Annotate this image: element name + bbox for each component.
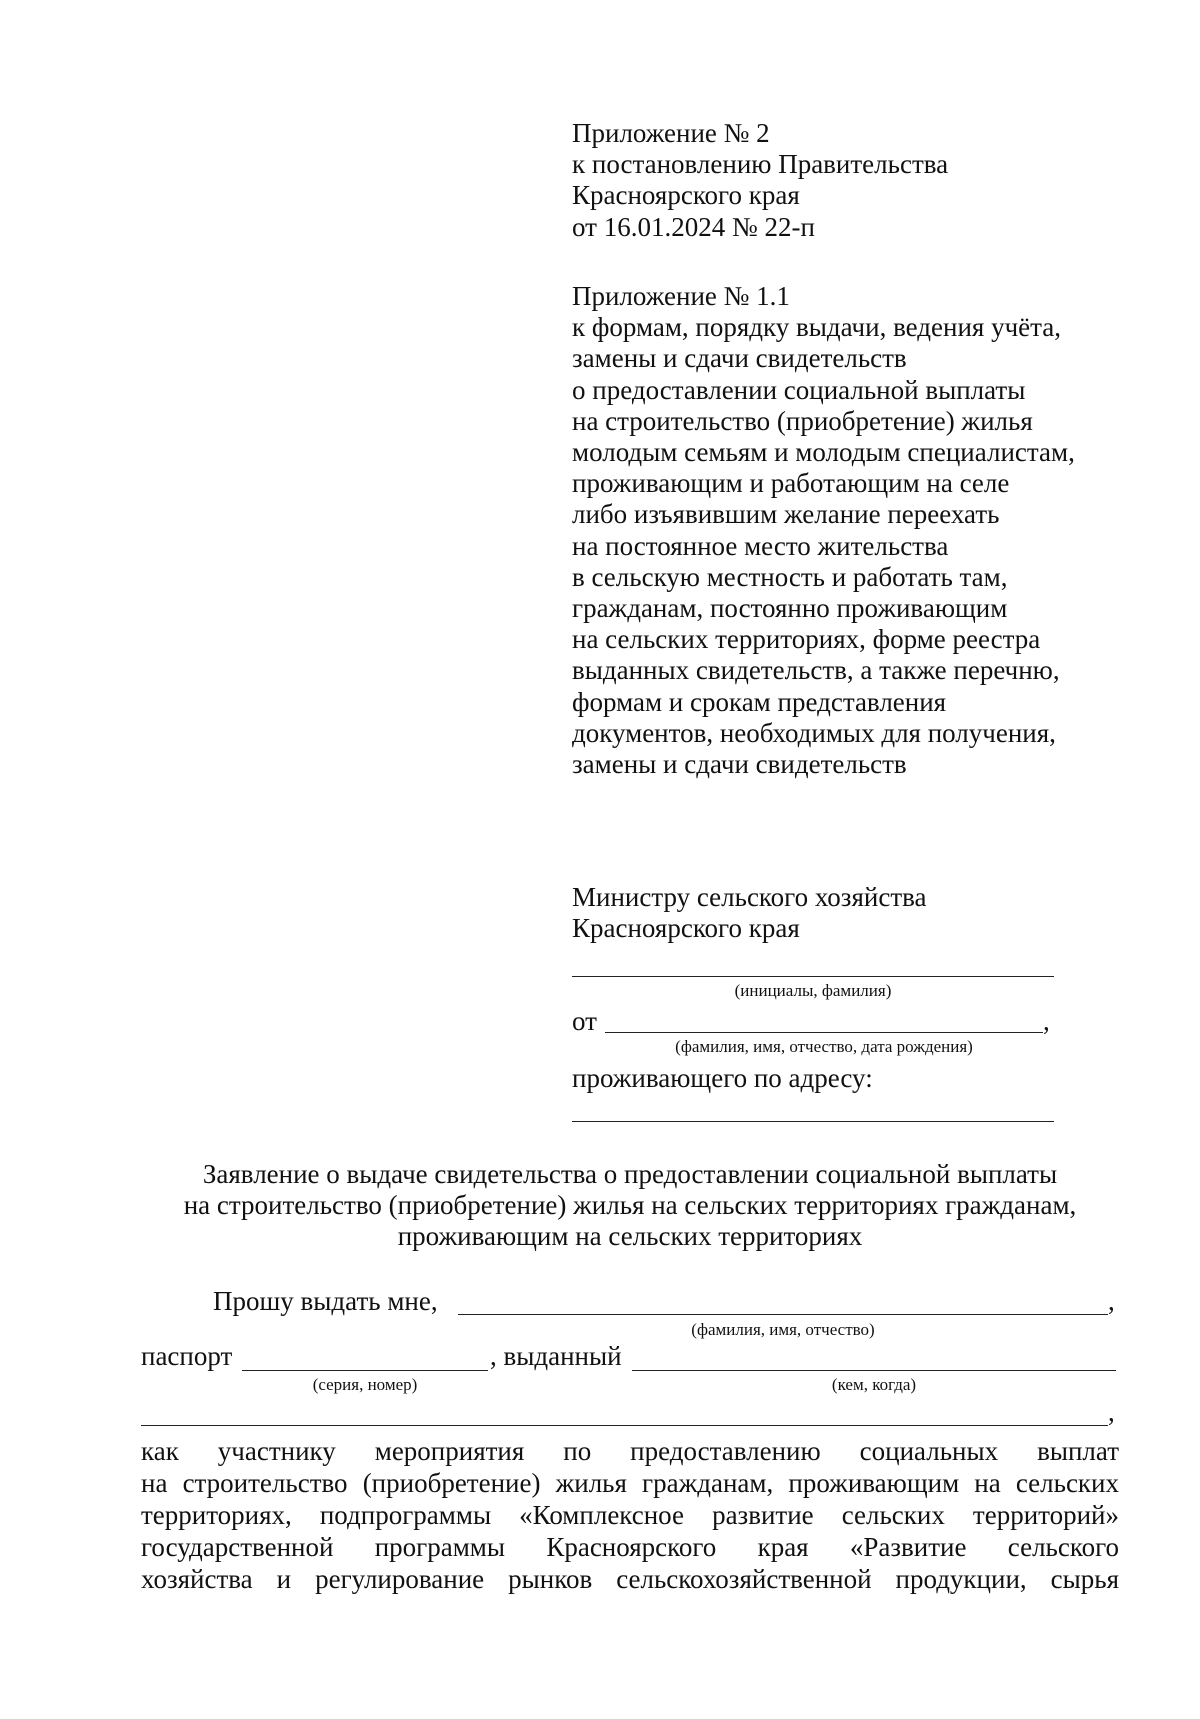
- passport-number-line[interactable]: [242, 1370, 488, 1371]
- body-line: территориях, подпрограммы «Комплексное развитие сельских территорий»: [141, 1500, 1119, 1530]
- addressee-line: Красноярского края: [572, 913, 800, 944]
- title-line: на строительство (приобретение) жилья на сельских территориях гражданам,: [183, 1190, 1077, 1220]
- comma: ,: [1108, 1286, 1115, 1316]
- from-label: от: [572, 1006, 597, 1036]
- applicant-caption: (фамилия, имя, отчество, дата рождения): [675, 1037, 973, 1056]
- statement-body: [141, 1435, 1119, 1595]
- appendix-1-1-header: [572, 281, 1075, 780]
- comma: ,: [1108, 1397, 1115, 1427]
- appendix-line: либо изъявившим желание переехать: [572, 499, 1000, 530]
- appendix-line: на сельских территориях, форме реестра: [572, 624, 1041, 655]
- appendix-line: формам и срокам представления: [572, 686, 947, 717]
- request-label: Прошу выдать мне,: [213, 1286, 438, 1316]
- appendix-line: на постоянное место жительства: [572, 530, 949, 561]
- appendix-line: выданных свидетельств, а также перечню,: [572, 655, 1060, 686]
- addressee-line: Министру сельского хозяйства: [572, 882, 927, 912]
- appendix-line: к постановлению Правительства: [572, 149, 949, 180]
- appendix-line: проживающим и работающим на селе: [572, 468, 1010, 499]
- title-line: проживающим на сельских территориях: [397, 1221, 863, 1251]
- body-line: государственной программы Красноярского края «Развитие сельского: [141, 1532, 1119, 1562]
- appendix-line: на строительство (приобретение) жилья: [572, 405, 1033, 436]
- passport-label: паспорт: [141, 1341, 233, 1371]
- document-title: [100, 1159, 1160, 1252]
- applicant-name-line[interactable]: [605, 1032, 1043, 1033]
- appendix-2-header: [572, 118, 948, 243]
- appendix-line: Приложение № 2: [572, 118, 770, 148]
- fio-caption: (фамилия, имя, отчество): [691, 1320, 875, 1339]
- series-caption: (серия, номер): [312, 1375, 418, 1394]
- appendix-line: о предоставлении социальной выплаты: [572, 374, 1026, 405]
- appendix-line: от 16.01.2024 № 22-п: [572, 211, 815, 242]
- address-label: проживающего по адресу:: [572, 1063, 873, 1093]
- issuer-line[interactable]: [632, 1370, 1116, 1371]
- fio-line[interactable]: [458, 1314, 1108, 1315]
- appendix-line: в сельскую местность и работать там,: [572, 561, 1008, 592]
- initials-caption: (инициалы, фамилия): [734, 981, 892, 1000]
- body-line: хозяйства и регулирование рынков сельскохозяйственной продукции, сырья: [141, 1564, 1119, 1594]
- body-line: на строительство (приобретение) жилья гражданам, проживающим на сельских: [141, 1468, 1119, 1498]
- minister-name-line[interactable]: [572, 976, 1054, 977]
- title-line: Заявление о выдаче свидетельства о предоставлении социальной выплаты: [202, 1159, 1058, 1189]
- appendix-line: гражданам, постоянно проживающим: [572, 593, 1008, 624]
- issuer-caption: (кем, когда): [831, 1375, 917, 1394]
- appendix-line: к формам, порядку выдачи, ведения учёта,: [572, 312, 1062, 343]
- appendix-line: Приложение № 1.1: [572, 281, 790, 311]
- appendix-line: молодым семьям и молодым специалистам,: [572, 437, 1075, 468]
- appendix-line: Красноярского края: [572, 180, 800, 211]
- address-line[interactable]: [572, 1121, 1054, 1122]
- appendix-line: замены и сдачи свидетельств: [572, 343, 907, 374]
- appendix-line: замены и сдачи свидетельств: [572, 749, 907, 780]
- comma: ,: [1043, 1006, 1050, 1036]
- body-line: как участнику мероприятия по предоставлению социальных выплат: [141, 1436, 1119, 1466]
- issued-label: , выданный: [490, 1341, 622, 1371]
- addressee-block: [572, 882, 927, 944]
- issuer-continuation-line[interactable]: [141, 1425, 1108, 1426]
- appendix-line: документов, необходимых для получения,: [572, 717, 1056, 748]
